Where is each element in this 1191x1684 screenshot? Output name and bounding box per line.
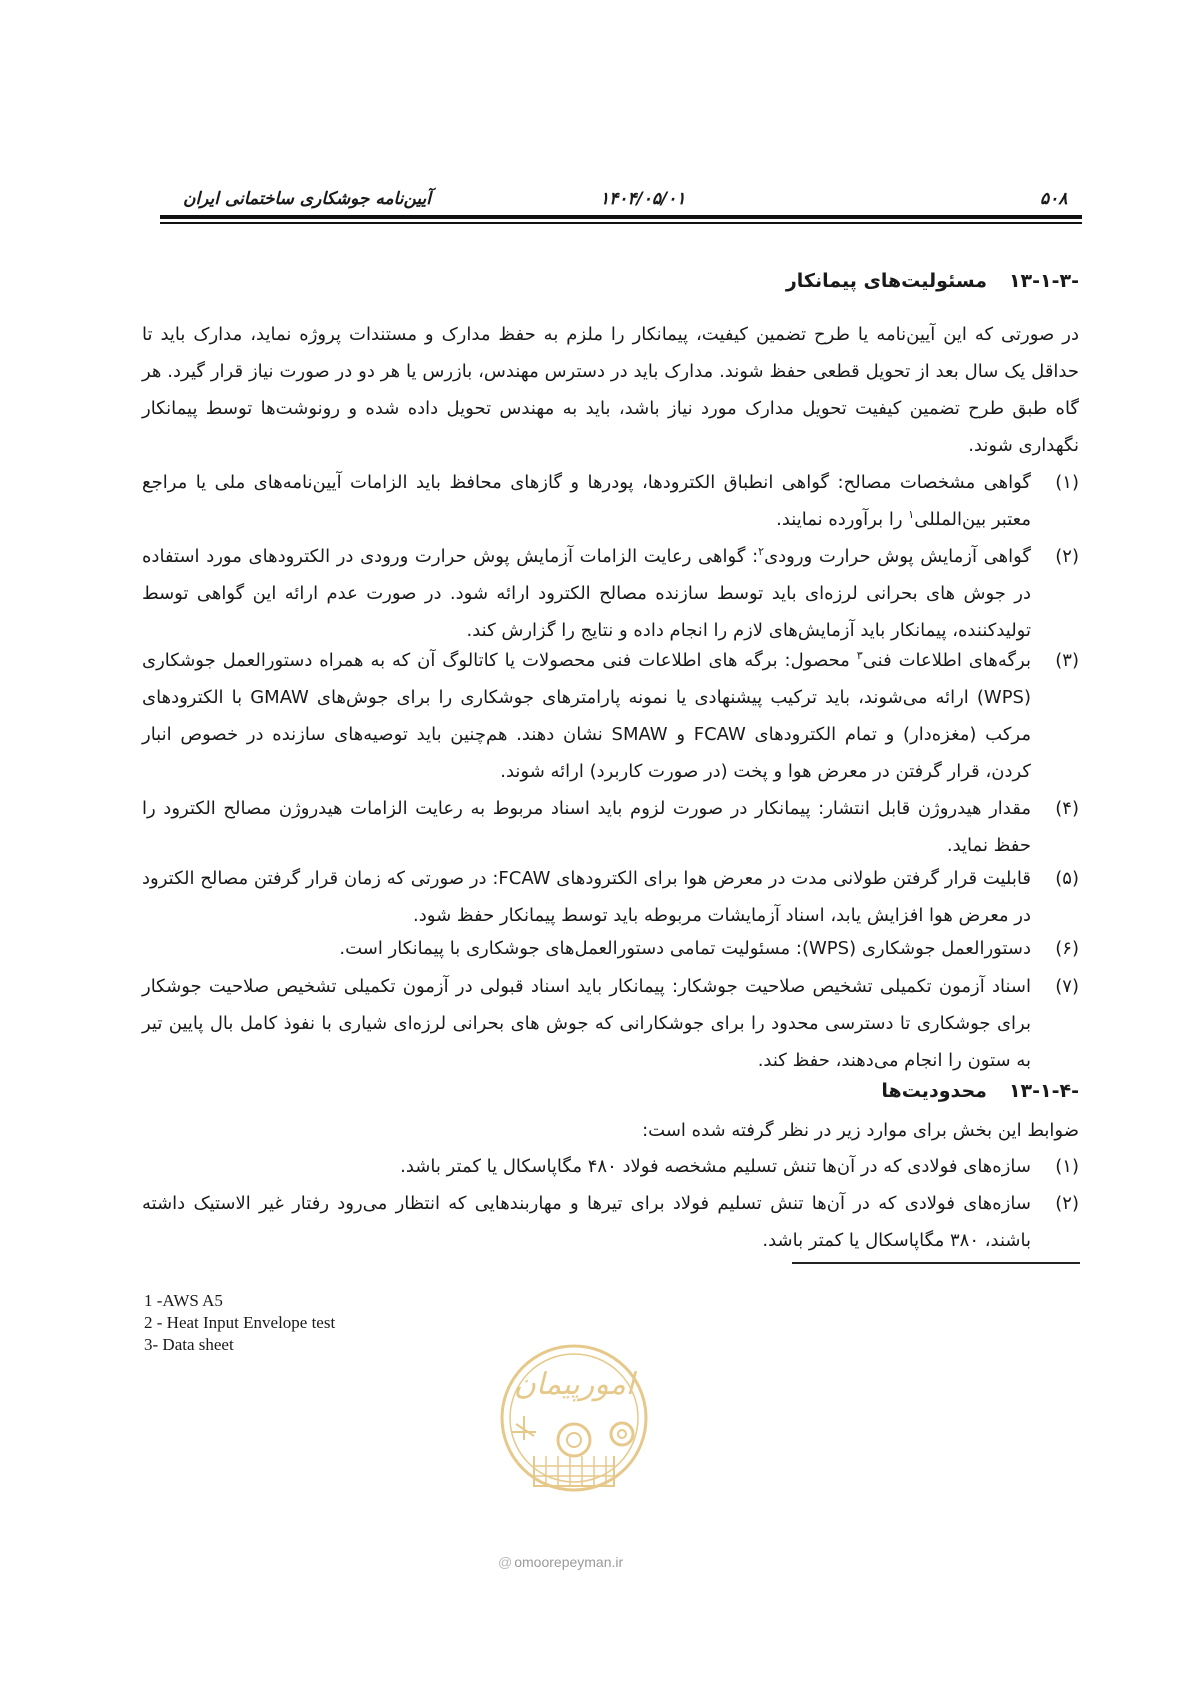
- list-item-text: سازه‌های فولادی که در آن‌ها تنش تسلیم فولاد برای تیرها و مهاربندهایی که انتظار می‌رود رفتار غیر الاستیک داشته باشند، ۳۸۰ مگاپاسکال یا کمتر باشد.: [142, 1193, 1031, 1251]
- list-item: [142, 790, 1079, 864]
- list-item: [142, 538, 1079, 649]
- header-rule-thick: [160, 215, 1082, 219]
- section-heading-13-1-3: [786, 268, 1079, 294]
- watermark-stamp-icon: [494, 1336, 654, 1506]
- list-item-number: (۵): [1055, 868, 1079, 889]
- list-item-number: (۷): [1055, 976, 1079, 997]
- list-item: [142, 642, 1079, 790]
- list-item-text: گواهی مشخصات مصالح: گواهی انطباق الکترودها، پودرها و گازهای محافظ باید الزامات آیین‌نامه‌های ملی یا مراجع معتبر بین‌المللی$^۱$ را برآورده نمایند.: [142, 472, 1031, 530]
- list-item: [142, 1148, 1079, 1185]
- list-item-text: مقدار هیدروژن قابل انتشار: پیمانکار در صورت لزوم باید اسناد مربوط به رعایت الزامات هیدروژن مصالح الکترود را حفظ نماید.: [142, 798, 1031, 856]
- running-header-date: ۱۴۰۴/۰۵/۰۱: [600, 189, 686, 209]
- footnote-rule: [792, 1262, 1080, 1264]
- list-item-number: (۳): [1055, 650, 1079, 671]
- stamp-lettering: امورپیمان: [513, 1367, 635, 1402]
- section-intro-paragraph: در صورتی که این آیین‌نامه یا طرح تضمین کیفیت، پیمانکار را ملزم به حفظ مدارک و مستندات پروژه نماید، مدارک باید تا حداقل یک سال بعد از تحویل قطعی حفظ شوند. مدارک باید در دسترس مهندس، بازرس یا هر دو در صورت نیاز قرار گیرد. هر گاه طبق طرح تضمین کیفیت تحویل مدارک مورد نیاز باشد، باید به مهندس تحویل داده شده و رونوشت‌ها توسط پیمانکار نگهداری شوند.: [142, 324, 1079, 456]
- list-item-text: سازه‌های فولادی که در آن‌ها تنش تسلیم مشخصه فولاد ۴۸۰ مگاپاسکال یا کمتر باشد.: [400, 1156, 1031, 1177]
- section-title: محدودیت‌ها: [881, 1080, 987, 1102]
- list-item: [142, 930, 1079, 967]
- list-item-text: دستورالعمل جوشکاری (WPS): مسئولیت تمامی دستورالعمل‌های جوشکاری با پیمانکار است.: [339, 938, 1031, 959]
- footnote-1: 1 -AWS A5: [144, 1291, 223, 1310]
- list-item: [142, 968, 1079, 1079]
- section-title: مسئولیت‌های پیمانکار: [785, 270, 987, 292]
- footnote-2: 2 - Heat Input Envelope test: [144, 1313, 336, 1332]
- page-number: ۵۰۸: [1040, 189, 1068, 209]
- section-heading-13-1-4: [881, 1078, 1079, 1104]
- header-rule-thin: [160, 222, 1082, 224]
- footnote-ref: ۲: [758, 545, 765, 558]
- footnote-ref: ۳: [856, 649, 863, 662]
- at-icon: @: [498, 1554, 513, 1570]
- list-item-number: (۱): [1055, 472, 1079, 493]
- watermark-url: @ omoorepeyman.ir: [498, 1554, 624, 1570]
- footnote-3: 3- Data sheet: [144, 1335, 234, 1354]
- footnote-ref: ۱: [908, 508, 915, 521]
- section-intro-line: ضوابط این بخش برای موارد زیر در نظر گرفته شده است:: [642, 1120, 1079, 1141]
- list-item: [142, 860, 1079, 934]
- list-item-text: قابلیت قرار گرفتن طولانی مدت در معرض هوا برای الکترودهای FCAW: در صورتی که زمان قرار گرفتن مصالح الکترود در معرض هوا افزایش یابد، اسناد آزمایشات مربوطه باید توسط پیمانکار حفظ شود.: [142, 868, 1031, 926]
- list-item-number: (۲): [1055, 546, 1079, 567]
- list-item: [142, 1185, 1079, 1259]
- section-number: ۱۳-۱-۳-: [1008, 270, 1079, 292]
- list-item-number: (۲): [1055, 1193, 1079, 1214]
- list-item-number: (۶): [1055, 938, 1079, 959]
- section-number: ۱۳-۱-۴-: [1008, 1080, 1079, 1102]
- list-item-number: (۱): [1055, 1156, 1079, 1177]
- list-item-text: اسناد آزمون تکمیلی تشخیص صلاحیت جوشکار: پیمانکار باید اسناد قبولی در آزمون تکمیلی تشخیص صلاحیت جوشکار برای جوشکاری تا دسترسی محدود را برای جوشکارانی که جوش های بحرانی لرزه‌ای شیاری با نفوذ کامل بال پایین تیر به ستون را انجام می‌دهند، حفظ کند.: [142, 976, 1031, 1071]
- list-item-text: گواهی آزمایش پوش حرارت ورودی$^۲$: گواهی رعایت الزامات آزمایش پوش حرارت ورودی در الکترودهای مورد استفاده در جوش های بحرانی لرزه‌ای باید توسط سازنده مصالح الکترود ارائه شود. در صورت عدم ارائه این گواهی توسط تولیدکننده، پیمانکار باید آزمایش‌های لازم را انجام داده و نتایج را گزارش کند.: [142, 545, 1031, 641]
- list-item-text: برگه‌های اطلاعات فنی$^۳$ محصول: برگه های اطلاعات فنی محصولات یا کاتالوگ آن که به همراه دستورالعمل جوشکاری (WPS) ارائه می‌شوند، باید ترکیب پیشنهادی یا نمونه پارامترهای جوشکاری را برای جوش‌های GMAW با الکترودهای مرکب (مغزه‌دار) و تمام الکترودهای FCAW و SMAW نشان دهند. هم‌چنین باید توصیه‌های سازنده در خصوص انبار کردن، قرار گرفتن در معرض هوا و پخت (در صورت کاربرد) ارائه شوند.: [142, 649, 1032, 782]
- list-item: [142, 464, 1079, 538]
- list-item-number: (۴): [1055, 798, 1079, 819]
- running-header-title: آیین‌نامه جوشکاری ساختمانی ایران: [182, 189, 431, 209]
